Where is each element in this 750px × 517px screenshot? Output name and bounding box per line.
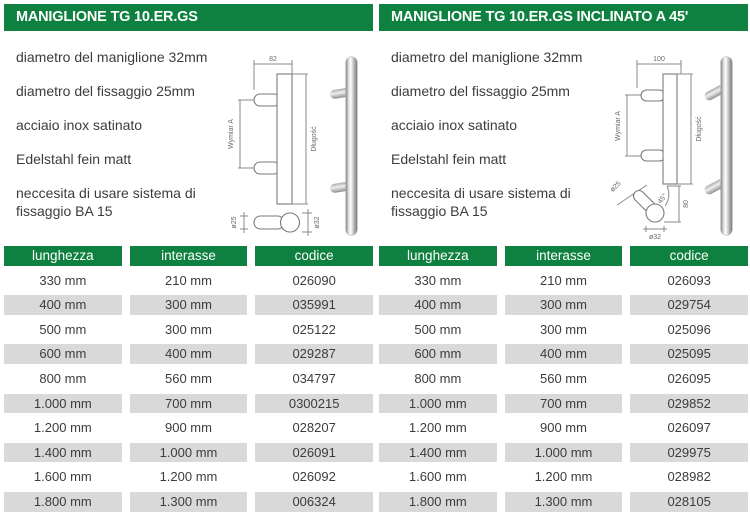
table-row	[379, 344, 748, 364]
table-cell: 560 mm	[165, 370, 212, 386]
spec-item: diametro del maniglione 32mm	[16, 49, 208, 65]
table-cell: 029754	[630, 295, 748, 315]
table-row	[379, 418, 748, 438]
dim-a-label: Wymiar A	[228, 119, 235, 149]
product-panel-straight	[4, 0, 373, 517]
table-row	[379, 492, 748, 512]
table-cell: 600 mm	[4, 344, 122, 364]
spec-list	[391, 48, 593, 236]
technical-diagram-straight	[218, 50, 330, 240]
dim-length-label: Długość	[311, 126, 318, 152]
handle-tube-image	[721, 57, 732, 235]
table-cell: 1.200 mm	[408, 420, 467, 436]
table-cell: 700 mm	[130, 394, 248, 414]
table-cell: 1.000 mm	[505, 443, 623, 463]
table-cell: 1.800 mm	[4, 492, 122, 512]
table-row	[379, 394, 748, 414]
dim-post-diameter-label: ø25	[609, 180, 623, 194]
table-row	[379, 320, 748, 340]
table-header-codice: codice	[255, 246, 373, 266]
table-cell: 034797	[292, 370, 336, 386]
product-panel-inclined	[379, 0, 748, 517]
table-cell: 026091	[255, 443, 373, 463]
table-cell: 026090	[292, 272, 336, 288]
table-cell: 1.600 mm	[33, 469, 92, 485]
technical-drawing	[218, 50, 330, 240]
table-cell: 400 mm	[379, 295, 497, 315]
table-cell: 1.200 mm	[33, 420, 92, 436]
table-cell: 1.000 mm	[4, 394, 122, 414]
table-cell: 1.600 mm	[408, 469, 467, 485]
table-cell: 026093	[667, 272, 711, 288]
technical-diagram-inclined	[593, 50, 705, 240]
table-header-lunghezza: lunghezza	[379, 246, 497, 266]
table-cell: 026092	[292, 469, 336, 485]
table-cell: 400 mm	[505, 344, 623, 364]
table-cell: 300 mm	[130, 295, 248, 315]
table-cell: 500 mm	[39, 321, 87, 337]
dim-tube-diameter-label: ø32	[314, 216, 321, 229]
spec-item: diametro del fissaggio 25mm	[16, 83, 195, 99]
table-row	[379, 271, 748, 291]
table-cell: 210 mm	[540, 272, 587, 288]
table-cell: 700 mm	[505, 394, 623, 414]
table-cell: 029975	[630, 443, 748, 463]
dim-offset-label: 80	[683, 200, 690, 208]
product-title: MANIGLIONE TG 10.ER.GS	[16, 9, 198, 25]
table-cell: 1.000 mm	[379, 394, 497, 414]
table-cell: 029287	[255, 344, 373, 364]
table-cell: 330 mm	[414, 272, 462, 288]
table-cell: 400 mm	[4, 295, 122, 315]
table-row	[4, 295, 373, 315]
table-cell: 800 mm	[414, 370, 462, 386]
table-body	[4, 271, 373, 512]
spec-item: Edelstahl fein matt	[391, 151, 507, 167]
table-cell: 026095	[667, 370, 711, 386]
product-title: MANIGLIONE TG 10.ER.GS INCLINATO A 45'	[391, 9, 689, 25]
spec-item: acciaio inox satinato	[391, 117, 518, 133]
dim-width-label: 100	[653, 56, 665, 63]
table-cell: 600 mm	[379, 344, 497, 364]
table-row	[4, 271, 373, 291]
table-row	[4, 344, 373, 364]
table-header-codice: codice	[630, 246, 748, 266]
table-row	[379, 467, 748, 487]
table-cell: 1.800 mm	[379, 492, 497, 512]
spec-list	[16, 48, 218, 236]
table-cell: 1.300 mm	[505, 492, 623, 512]
table-cell: 1.000 mm	[130, 443, 248, 463]
table-cell: 300 mm	[540, 321, 587, 337]
table-header-row	[379, 246, 748, 266]
table-cell: 900 mm	[540, 420, 587, 436]
spec-item: neccesita di usare sistema di fissaggio BA 15	[16, 185, 196, 219]
table-cell: 028982	[667, 469, 711, 485]
table-row	[4, 492, 373, 512]
table-cell: 400 mm	[130, 344, 248, 364]
table-row	[379, 295, 748, 315]
table-header-interasse: interasse	[130, 246, 248, 266]
table-header-row	[4, 246, 373, 266]
technical-drawing	[593, 50, 705, 240]
size-table-straight	[4, 246, 373, 517]
table-cell: 560 mm	[540, 370, 587, 386]
table-row	[4, 394, 373, 414]
table-cell: 330 mm	[39, 272, 87, 288]
table-cell: 026097	[667, 420, 711, 436]
table-row	[379, 443, 748, 463]
table-cell: 028207	[292, 420, 336, 436]
spec-item: diametro del maniglione 32mm	[391, 49, 583, 65]
dim-width-label: 82	[269, 56, 277, 63]
table-cell: 800 mm	[39, 370, 87, 386]
table-cell: 1.400 mm	[379, 443, 497, 463]
dim-post-diameter-label: ø25	[231, 216, 238, 229]
dim-tube-diameter-label: ø32	[648, 234, 662, 240]
table-row	[4, 418, 373, 438]
table-row	[379, 369, 748, 389]
product-title-bar	[4, 4, 373, 31]
dim-length-label: Długość	[696, 116, 703, 142]
table-cell: 025122	[292, 321, 336, 337]
table-cell: 1.400 mm	[4, 443, 122, 463]
table-cell: 006324	[255, 492, 373, 512]
table-cell: 500 mm	[414, 321, 462, 337]
table-cell: 1.200 mm	[159, 469, 218, 485]
table-cell: 028105	[630, 492, 748, 512]
spec-item: acciaio inox satinato	[16, 117, 143, 133]
table-cell: 035991	[255, 295, 373, 315]
table-row	[4, 369, 373, 389]
product-photo-inclined	[699, 57, 747, 235]
table-body	[379, 271, 748, 512]
table-cell: 029852	[630, 394, 748, 414]
table-cell: 025096	[667, 321, 711, 337]
table-cell: 025095	[630, 344, 748, 364]
spec-item: diametro del fissaggio 25mm	[391, 83, 570, 99]
table-cell: 0300215	[255, 394, 373, 414]
table-cell: 210 mm	[165, 272, 212, 288]
product-title-bar	[379, 4, 748, 31]
dim-a-label: Wymiar A	[615, 111, 622, 141]
table-cell: 1.300 mm	[130, 492, 248, 512]
spec-item: neccesita di usare sistema di fissaggio BA 15	[391, 185, 571, 219]
table-cell: 900 mm	[165, 420, 212, 436]
table-row	[4, 467, 373, 487]
table-cell: 300 mm	[505, 295, 623, 315]
table-row	[4, 320, 373, 340]
dim-angle-label: 45°	[656, 192, 669, 206]
table-row	[4, 443, 373, 463]
table-cell: 1.200 mm	[534, 469, 593, 485]
table-header-interasse: interasse	[505, 246, 623, 266]
size-table-inclined	[379, 246, 748, 517]
spec-item: Edelstahl fein matt	[16, 151, 132, 167]
handle-tube-image	[346, 57, 357, 235]
product-photo-straight	[324, 57, 372, 235]
table-header-lunghezza: lunghezza	[4, 246, 122, 266]
table-cell: 300 mm	[165, 321, 212, 337]
